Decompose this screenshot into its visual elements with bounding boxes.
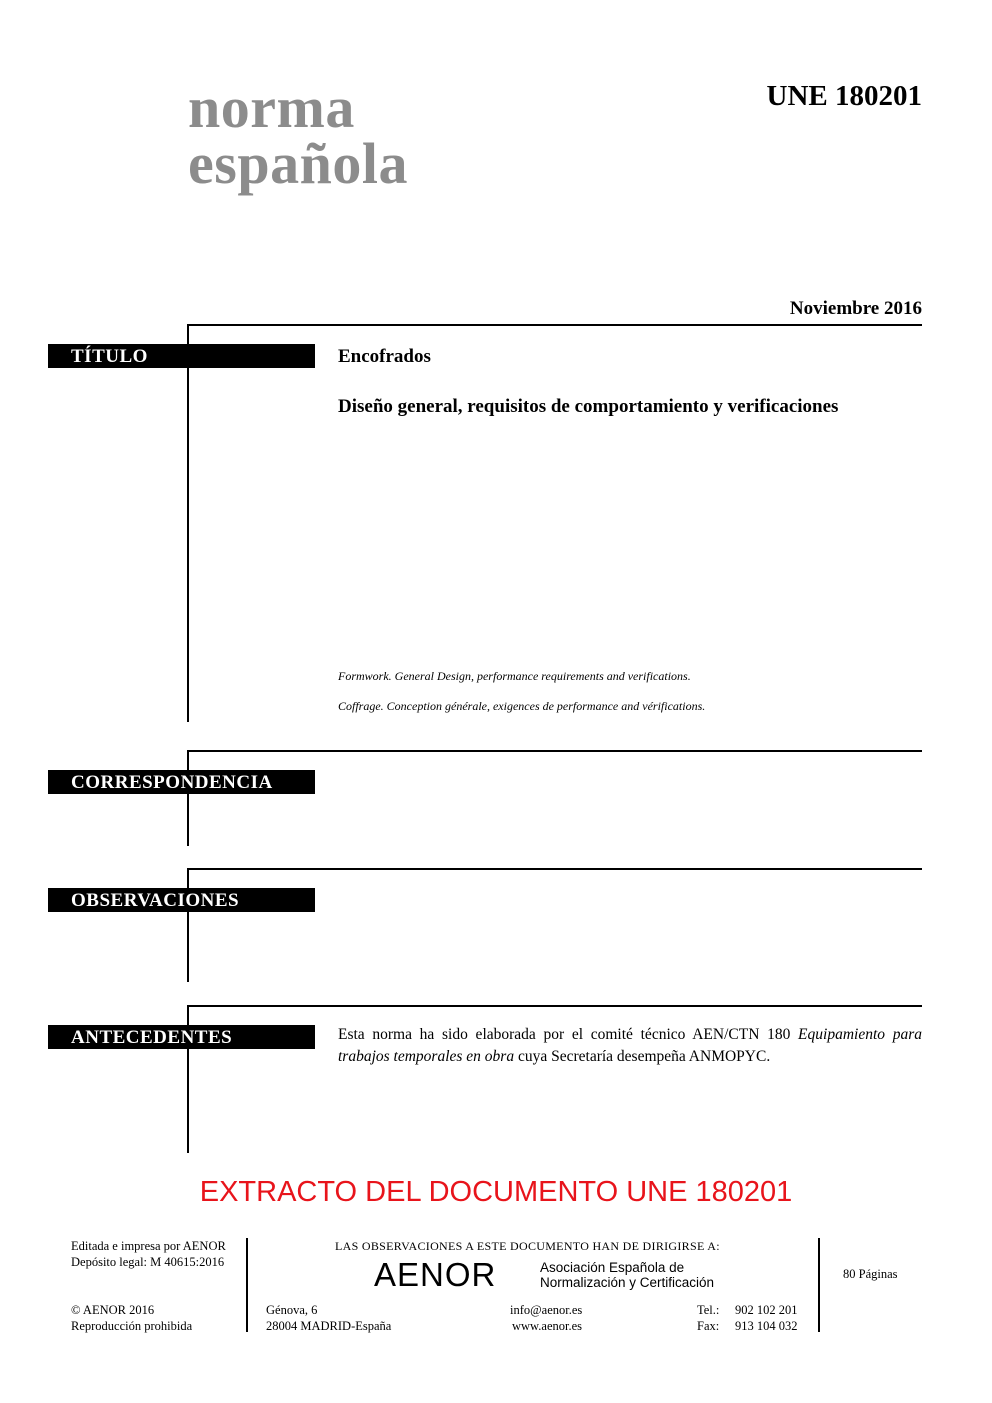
- reproduction-notice: Reproducción prohibida: [71, 1319, 193, 1333]
- norma-espanola-heading: [188, 75, 408, 196]
- antecedentes-text: [338, 1024, 922, 1068]
- antecedentes-label: ANTECEDENTES: [48, 1025, 315, 1049]
- fax-value: 913 104 032: [735, 1319, 798, 1333]
- website-link[interactable]: www.aenor.es: [512, 1319, 583, 1333]
- correspondencia-label: CORRESPONDENCIA: [48, 770, 315, 794]
- footer-phone-fax: [697, 1302, 798, 1334]
- observaciones-label: OBSERVACIONES: [48, 888, 315, 912]
- norma-line-1: norma: [188, 75, 355, 140]
- fax-label: Fax:: [697, 1319, 720, 1333]
- observaciones-vertical-rule: [187, 868, 189, 982]
- committee-name: Equipamiento para trabajos temporales en obra: [338, 1026, 922, 1065]
- publication-date: Noviembre 2016: [789, 298, 922, 319]
- address-line-2: 28004 MADRID-España: [266, 1319, 392, 1333]
- aenor-full-name: [540, 1260, 714, 1290]
- extract-notice: EXTRACTO DEL DOCUMENTO UNE 180201: [199, 1176, 793, 1208]
- tel-value: 902 102 201: [735, 1303, 798, 1317]
- org-name-line-2: Normalización y Certificación: [540, 1275, 715, 1290]
- copyright: © AENOR 2016: [71, 1303, 155, 1317]
- titulo-vertical-rule: [187, 324, 189, 722]
- observations-note: LAS OBSERVACIONES A ESTE DOCUMENTO HAN DE DIRIGIRSE A:: [335, 1239, 720, 1253]
- legal-deposit: Depósito legal: M 40615:2016: [71, 1255, 225, 1269]
- title-english: Formwork. General Design, performance requirements and verifications.: [338, 669, 691, 683]
- standard-number: UNE 180201: [766, 80, 922, 112]
- tel-label: Tel.:: [697, 1303, 720, 1317]
- document-subtitle: Diseño general, requisitos de comportamiento y verificaciones: [338, 396, 839, 417]
- footer-copyright-info: [71, 1302, 192, 1334]
- footer-contact-web: [510, 1302, 582, 1334]
- title-french: Coffrage. Conception générale, exigences de performance and vérifications.: [338, 699, 706, 713]
- antecedentes-text-before: Esta norma ha sido elaborada por el comité técnico AEN/CTN 180: [338, 1026, 799, 1043]
- titulo-top-rule: [188, 324, 922, 326]
- antecedentes-top-rule: [188, 1005, 922, 1007]
- observaciones-top-rule: [188, 868, 922, 870]
- document-title: Encofrados: [338, 346, 431, 367]
- tel-row: [697, 1302, 798, 1318]
- address-line-1: Génova, 6: [266, 1303, 318, 1317]
- org-name-line-1: Asociación Española de: [540, 1260, 685, 1275]
- correspondencia-vertical-rule: [187, 750, 189, 846]
- fax-row: [697, 1318, 798, 1334]
- norma-line-2: española: [188, 131, 408, 196]
- correspondencia-top-rule: [188, 750, 922, 752]
- footer-edition-info: [71, 1238, 226, 1270]
- email-link[interactable]: info@aenor.es: [510, 1303, 583, 1317]
- footer-address: [266, 1302, 391, 1334]
- titulo-label: TÍTULO: [48, 344, 315, 368]
- footer-left-divider: [246, 1238, 248, 1332]
- page-count: 80 Páginas: [843, 1267, 898, 1281]
- antecedentes-text-after: cuya Secretaría desempeña ANMOPYC.: [514, 1048, 771, 1065]
- edited-by: Editada e impresa por AENOR: [71, 1239, 226, 1253]
- footer-right-divider: [818, 1238, 820, 1332]
- aenor-logo: AENOR: [374, 1256, 497, 1293]
